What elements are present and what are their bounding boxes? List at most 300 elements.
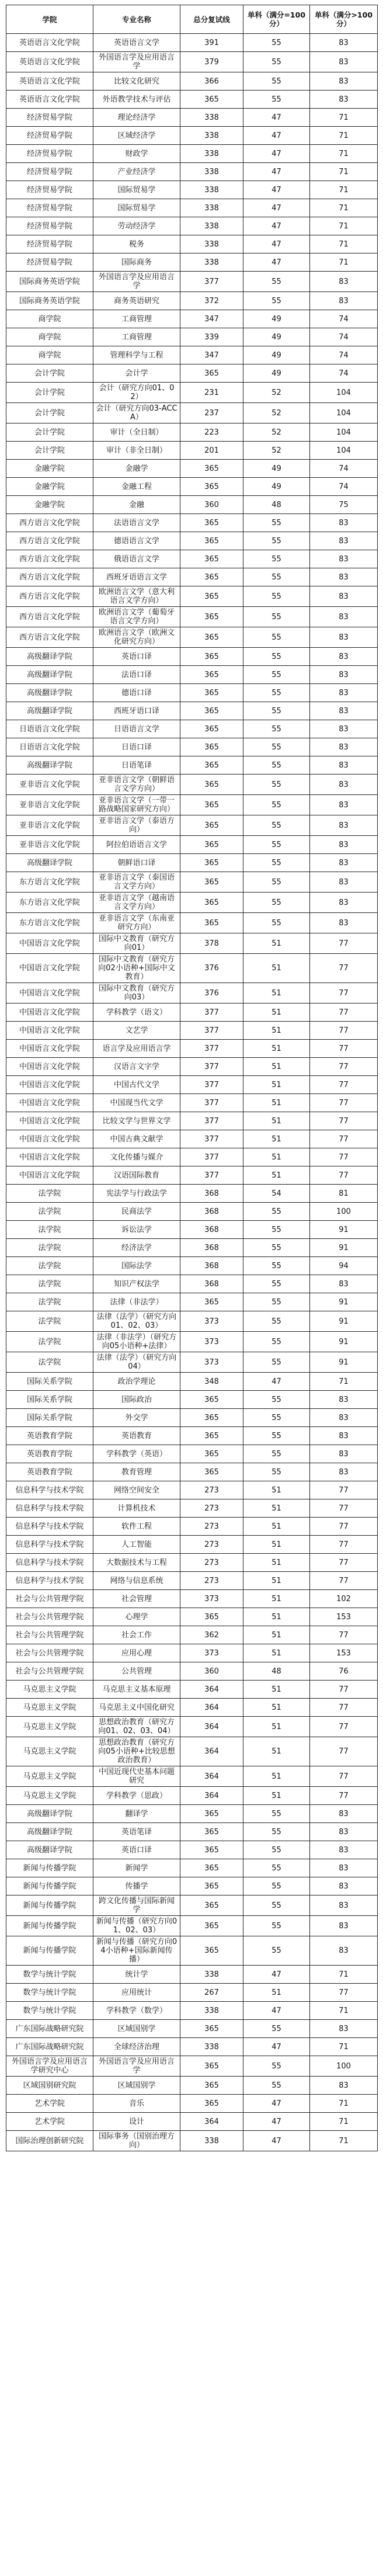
college-cell: 高级翻译学院 xyxy=(6,684,93,702)
single-over-100-cell: 83 xyxy=(310,72,378,91)
college-cell: 西方语言文化学院 xyxy=(6,514,93,532)
college-cell: 区域国别研究院 xyxy=(6,2077,93,2095)
major-cell: 德语语言文学 xyxy=(93,532,180,550)
single-over-100-cell: 77 xyxy=(310,1572,378,1590)
major-cell: 欧洲语言文学（葡萄牙语言文学方向） xyxy=(93,607,180,627)
major-cell: 英语口译 xyxy=(93,648,180,666)
total-score-cell: 379 xyxy=(180,52,243,72)
major-cell: 工商管理 xyxy=(93,328,180,346)
single-over-100-cell: 74 xyxy=(310,478,378,496)
single-100-cell: 51 xyxy=(243,1076,310,1094)
single-over-100-cell: 83 xyxy=(310,795,378,815)
single-over-100-cell: 77 xyxy=(310,1130,378,1148)
college-cell: 信息科学与技术学院 xyxy=(6,1499,93,1518)
major-cell: 国际中文教育（研究方向01） xyxy=(93,933,180,954)
total-score-cell: 365 xyxy=(180,364,243,383)
single-over-100-cell: 83 xyxy=(310,913,378,933)
table-row xyxy=(6,756,378,775)
single-over-100-cell: 83 xyxy=(310,91,378,109)
total-score-cell: 365 xyxy=(180,684,243,702)
single-100-cell: 51 xyxy=(243,1984,310,2002)
college-cell: 数学与统计学院 xyxy=(6,1984,93,2002)
table-row xyxy=(6,893,378,913)
college-cell: 马克思主义学院 xyxy=(6,1787,93,1805)
table-row xyxy=(6,1536,378,1554)
total-score-cell: 231 xyxy=(180,383,243,403)
major-cell: 区域国别学 xyxy=(93,2020,180,2038)
single-100-cell: 51 xyxy=(243,1112,310,1130)
single-over-100-cell: 83 xyxy=(310,872,378,893)
major-cell: 马克思主义中国化研究 xyxy=(93,1699,180,1717)
single-100-cell: 55 xyxy=(243,2020,310,2038)
single-100-cell: 51 xyxy=(243,1608,310,1626)
table-row xyxy=(6,1293,378,1311)
college-cell: 英语语言文化学院 xyxy=(6,91,93,109)
single-100-cell: 51 xyxy=(243,1572,310,1590)
admission-score-table-container xyxy=(6,5,377,2151)
major-cell: 英语教育 xyxy=(93,1427,180,1445)
major-cell: 比较文化研究 xyxy=(93,72,180,91)
total-score-cell: 391 xyxy=(180,34,243,52)
total-score-cell: 376 xyxy=(180,954,243,983)
single-100-cell: 51 xyxy=(243,1167,310,1185)
college-cell: 法学院 xyxy=(6,1257,93,1275)
major-cell: 审计（全日制） xyxy=(93,423,180,442)
single-100-cell: 51 xyxy=(243,1130,310,1148)
major-cell: 应用心理 xyxy=(93,1644,180,1662)
total-score-cell: 365 xyxy=(180,1895,243,1916)
total-score-cell: 373 xyxy=(180,1311,243,1332)
major-cell: 社会工作 xyxy=(93,1626,180,1644)
total-score-cell: 365 xyxy=(180,795,243,815)
table-row xyxy=(6,403,378,423)
college-cell: 新闻与传播学院 xyxy=(6,1877,93,1895)
table-row xyxy=(6,1257,378,1275)
header-single-over-100: 单科（满分>100分） xyxy=(310,5,378,34)
single-100-cell: 51 xyxy=(243,1699,310,1717)
single-100-cell: 51 xyxy=(243,1536,310,1554)
total-score-cell: 338 xyxy=(180,254,243,272)
college-cell: 会计学院 xyxy=(6,403,93,423)
single-over-100-cell: 71 xyxy=(310,1373,378,1391)
total-score-cell: 377 xyxy=(180,272,243,292)
table-row xyxy=(6,2038,378,2056)
major-cell: 外语教学技术与评估 xyxy=(93,91,180,109)
single-over-100-cell: 71 xyxy=(310,163,378,181)
college-cell: 中国语言文化学院 xyxy=(6,1094,93,1112)
single-100-cell: 47 xyxy=(243,2038,310,2056)
major-cell: 劳动经济学 xyxy=(93,217,180,235)
table-row xyxy=(6,532,378,550)
college-cell: 信息科学与技术学院 xyxy=(6,1518,93,1536)
table-row xyxy=(6,1626,378,1644)
table-row xyxy=(6,2095,378,2113)
college-cell: 中国语言文化学院 xyxy=(6,1040,93,1058)
total-score-cell: 237 xyxy=(180,403,243,423)
single-over-100-cell: 83 xyxy=(310,1805,378,1823)
table-row xyxy=(6,235,378,254)
single-over-100-cell: 77 xyxy=(310,1681,378,1699)
single-100-cell: 51 xyxy=(243,1058,310,1076)
college-cell: 国际关系学院 xyxy=(6,1373,93,1391)
single-100-cell: 55 xyxy=(243,34,310,52)
major-cell: 中国古典文献学 xyxy=(93,1130,180,1148)
table-body xyxy=(6,34,378,2151)
single-over-100-cell: 77 xyxy=(310,1499,378,1518)
college-cell: 西方语言文化学院 xyxy=(6,532,93,550)
major-cell: 法语口译 xyxy=(93,666,180,684)
single-100-cell: 55 xyxy=(243,91,310,109)
single-over-100-cell: 83 xyxy=(310,272,378,292)
total-score-cell: 338 xyxy=(180,2038,243,2056)
single-100-cell: 55 xyxy=(243,1293,310,1311)
college-cell: 英语语言文化学院 xyxy=(6,34,93,52)
table-row xyxy=(6,648,378,666)
single-over-100-cell: 83 xyxy=(310,52,378,72)
major-cell: 国际政治 xyxy=(93,1391,180,1409)
table-row xyxy=(6,2020,378,2038)
table-row xyxy=(6,1859,378,1877)
table-row xyxy=(6,272,378,292)
table-row xyxy=(6,1499,378,1518)
major-cell: 管理科学与工程 xyxy=(93,346,180,364)
single-over-100-cell: 91 xyxy=(310,1221,378,1239)
table-row xyxy=(6,1112,378,1130)
college-cell: 中国语言文化学院 xyxy=(6,1022,93,1040)
college-cell: 中国语言文化学院 xyxy=(6,983,93,1004)
single-over-100-cell: 77 xyxy=(310,1536,378,1554)
single-100-cell: 55 xyxy=(243,1203,310,1221)
total-score-cell: 338 xyxy=(180,109,243,127)
single-100-cell: 55 xyxy=(243,1445,310,1463)
table-row xyxy=(6,1481,378,1499)
table-row xyxy=(6,1130,378,1148)
table-row xyxy=(6,91,378,109)
total-score-cell: 377 xyxy=(180,1167,243,1185)
single-over-100-cell: 71 xyxy=(310,2131,378,2151)
total-score-cell: 365 xyxy=(180,550,243,568)
total-score-cell: 273 xyxy=(180,1481,243,1499)
single-100-cell: 55 xyxy=(243,514,310,532)
table-row xyxy=(6,1352,378,1373)
college-cell: 商学院 xyxy=(6,310,93,328)
total-score-cell: 338 xyxy=(180,2131,243,2151)
major-cell: 全球经济治理 xyxy=(93,2038,180,2056)
single-100-cell: 51 xyxy=(243,1040,310,1058)
major-cell: 日语笔译 xyxy=(93,756,180,775)
total-score-cell: 365 xyxy=(180,872,243,893)
college-cell: 信息科学与技术学院 xyxy=(6,1481,93,1499)
table-row xyxy=(6,34,378,52)
admission-score-table xyxy=(6,5,378,2151)
total-score-cell: 377 xyxy=(180,1094,243,1112)
single-100-cell: 55 xyxy=(243,836,310,854)
total-score-cell: 273 xyxy=(180,1572,243,1590)
total-score-cell: 338 xyxy=(180,217,243,235)
total-score-cell: 377 xyxy=(180,1058,243,1076)
total-score-cell: 377 xyxy=(180,1112,243,1130)
single-100-cell: 47 xyxy=(243,163,310,181)
total-score-cell: 365 xyxy=(180,1445,243,1463)
total-score-cell: 339 xyxy=(180,328,243,346)
single-over-100-cell: 104 xyxy=(310,383,378,403)
single-over-100-cell: 83 xyxy=(310,586,378,607)
college-cell: 经济贸易学院 xyxy=(6,199,93,217)
college-cell: 信息科学与技术学院 xyxy=(6,1536,93,1554)
single-over-100-cell: 81 xyxy=(310,1185,378,1203)
major-cell: 金融学 xyxy=(93,460,180,478)
total-score-cell: 365 xyxy=(180,1805,243,1823)
major-cell: 工商管理 xyxy=(93,310,180,328)
single-over-100-cell: 83 xyxy=(310,684,378,702)
single-100-cell: 47 xyxy=(243,181,310,199)
total-score-cell: 373 xyxy=(180,1644,243,1662)
college-cell: 高级翻译学院 xyxy=(6,666,93,684)
table-row xyxy=(6,933,378,954)
single-100-cell: 55 xyxy=(243,1841,310,1859)
single-over-100-cell: 77 xyxy=(310,933,378,954)
total-score-cell: 365 xyxy=(180,893,243,913)
single-over-100-cell: 83 xyxy=(310,514,378,532)
total-score-cell: 273 xyxy=(180,1499,243,1518)
total-score-cell: 365 xyxy=(180,2095,243,2113)
single-100-cell: 55 xyxy=(243,872,310,893)
major-cell: 法律（非法学）（研究方向05小语种+法律） xyxy=(93,1332,180,1352)
table-row xyxy=(6,1662,378,1681)
college-cell: 高级翻译学院 xyxy=(6,1823,93,1841)
single-over-100-cell: 100 xyxy=(310,1203,378,1221)
single-100-cell: 51 xyxy=(243,1499,310,1518)
table-row xyxy=(6,2056,378,2077)
single-100-cell: 51 xyxy=(243,1787,310,1805)
table-row xyxy=(6,145,378,163)
total-score-cell: 223 xyxy=(180,423,243,442)
single-over-100-cell: 91 xyxy=(310,1239,378,1257)
college-cell: 社会与公共管理学院 xyxy=(6,1662,93,1681)
college-cell: 社会与公共管理学院 xyxy=(6,1626,93,1644)
single-100-cell: 55 xyxy=(243,568,310,586)
college-cell: 高级翻译学院 xyxy=(6,648,93,666)
total-score-cell: 273 xyxy=(180,1536,243,1554)
single-over-100-cell: 83 xyxy=(310,1841,378,1859)
single-over-100-cell: 71 xyxy=(310,2095,378,2113)
college-cell: 外国语言学及应用语言学研究中心 xyxy=(6,2056,93,2077)
table-row xyxy=(6,702,378,720)
college-cell: 英语语言文化学院 xyxy=(6,72,93,91)
table-row xyxy=(6,52,378,72)
single-100-cell: 51 xyxy=(243,983,310,1004)
single-100-cell: 55 xyxy=(243,756,310,775)
college-cell: 经济贸易学院 xyxy=(6,127,93,145)
table-row xyxy=(6,1275,378,1293)
major-cell: 大数据技术与工程 xyxy=(93,1554,180,1572)
single-over-100-cell: 71 xyxy=(310,181,378,199)
college-cell: 西方语言文化学院 xyxy=(6,607,93,627)
table-row xyxy=(6,72,378,91)
college-cell: 社会与公共管理学院 xyxy=(6,1608,93,1626)
table-row xyxy=(6,720,378,738)
total-score-cell: 364 xyxy=(180,1766,243,1787)
single-over-100-cell: 83 xyxy=(310,1823,378,1841)
table-row xyxy=(6,1984,378,2002)
single-over-100-cell: 71 xyxy=(310,145,378,163)
major-cell: 学科教学（语文） xyxy=(93,1004,180,1022)
table-row xyxy=(6,738,378,756)
major-cell: 外国语言学及应用语言学 xyxy=(93,272,180,292)
single-over-100-cell: 71 xyxy=(310,235,378,254)
total-score-cell: 365 xyxy=(180,775,243,795)
single-over-100-cell: 83 xyxy=(310,1445,378,1463)
total-score-cell: 365 xyxy=(180,607,243,627)
single-over-100-cell: 83 xyxy=(310,1463,378,1481)
major-cell: 汉语国际教育 xyxy=(93,1167,180,1185)
single-over-100-cell: 74 xyxy=(310,460,378,478)
total-score-cell: 377 xyxy=(180,1076,243,1094)
single-over-100-cell: 83 xyxy=(310,607,378,627)
major-cell: 亚非语言文学（泰语方向） xyxy=(93,815,180,836)
table-row xyxy=(6,1805,378,1823)
single-100-cell: 51 xyxy=(243,933,310,954)
table-row xyxy=(6,478,378,496)
major-cell: 审计（非全日制） xyxy=(93,442,180,460)
total-score-cell: 368 xyxy=(180,1257,243,1275)
college-cell: 会计学院 xyxy=(6,442,93,460)
single-over-100-cell: 75 xyxy=(310,496,378,514)
single-over-100-cell: 77 xyxy=(310,1984,378,2002)
table-row xyxy=(6,913,378,933)
total-score-cell: 365 xyxy=(180,702,243,720)
total-score-cell: 365 xyxy=(180,1916,243,1936)
single-over-100-cell: 77 xyxy=(310,1076,378,1094)
single-100-cell: 51 xyxy=(243,1626,310,1644)
table-row xyxy=(6,872,378,893)
single-over-100-cell: 102 xyxy=(310,1590,378,1608)
single-over-100-cell: 83 xyxy=(310,1859,378,1877)
table-row xyxy=(6,1040,378,1058)
table-row xyxy=(6,1936,378,1966)
college-cell: 信息科学与技术学院 xyxy=(6,1554,93,1572)
college-cell: 西方语言文化学院 xyxy=(6,627,93,648)
single-over-100-cell: 83 xyxy=(310,836,378,854)
major-cell: 法语语言文学 xyxy=(93,514,180,532)
college-cell: 高级翻译学院 xyxy=(6,756,93,775)
single-100-cell: 55 xyxy=(243,1409,310,1427)
table-row xyxy=(6,1916,378,1936)
table-row xyxy=(6,1167,378,1185)
major-cell: 知识产权法学 xyxy=(93,1275,180,1293)
table-row xyxy=(6,1877,378,1895)
single-100-cell: 47 xyxy=(243,127,310,145)
table-row xyxy=(6,795,378,815)
college-cell: 西方语言文化学院 xyxy=(6,586,93,607)
table-header-row xyxy=(6,5,378,34)
major-cell: 语言学及应用语言学 xyxy=(93,1040,180,1058)
major-cell: 区域经济学 xyxy=(93,127,180,145)
total-score-cell: 365 xyxy=(180,1463,243,1481)
table-row xyxy=(6,254,378,272)
single-over-100-cell: 77 xyxy=(310,1058,378,1076)
single-over-100-cell: 83 xyxy=(310,1427,378,1445)
college-cell: 中国语言文化学院 xyxy=(6,1058,93,1076)
total-score-cell: 364 xyxy=(180,1717,243,1737)
table-row xyxy=(6,423,378,442)
major-cell: 会计（研究方向03-ACCA） xyxy=(93,403,180,423)
college-cell: 法学院 xyxy=(6,1275,93,1293)
single-100-cell: 55 xyxy=(243,1877,310,1895)
single-100-cell: 55 xyxy=(243,684,310,702)
single-over-100-cell: 83 xyxy=(310,1916,378,1936)
table-row xyxy=(6,2077,378,2095)
table-row xyxy=(6,684,378,702)
college-cell: 中国语言文化学院 xyxy=(6,1148,93,1167)
table-row xyxy=(6,1737,378,1766)
single-100-cell: 47 xyxy=(243,109,310,127)
single-100-cell: 47 xyxy=(243,2113,310,2131)
major-cell: 国际贸易学 xyxy=(93,199,180,217)
single-100-cell: 51 xyxy=(243,1590,310,1608)
table-row xyxy=(6,1717,378,1737)
single-100-cell: 52 xyxy=(243,383,310,403)
single-over-100-cell: 77 xyxy=(310,954,378,983)
college-cell: 法学院 xyxy=(6,1203,93,1221)
major-cell: 学科教学（思政） xyxy=(93,1787,180,1805)
single-over-100-cell: 91 xyxy=(310,1293,378,1311)
single-100-cell: 55 xyxy=(243,627,310,648)
total-score-cell: 373 xyxy=(180,1332,243,1352)
single-100-cell: 49 xyxy=(243,328,310,346)
college-cell: 经济贸易学院 xyxy=(6,163,93,181)
single-100-cell: 55 xyxy=(243,702,310,720)
college-cell: 金融学院 xyxy=(6,478,93,496)
single-over-100-cell: 83 xyxy=(310,720,378,738)
college-cell: 经济贸易学院 xyxy=(6,235,93,254)
table-row xyxy=(6,163,378,181)
single-100-cell: 55 xyxy=(243,1823,310,1841)
major-cell: 欧洲语言文学（意大利语言文学方向） xyxy=(93,586,180,607)
total-score-cell: 373 xyxy=(180,1590,243,1608)
single-100-cell: 55 xyxy=(243,1391,310,1409)
major-cell: 诉讼法学 xyxy=(93,1221,180,1239)
major-cell: 外交学 xyxy=(93,1409,180,1427)
total-score-cell: 338 xyxy=(180,1966,243,1984)
total-score-cell: 365 xyxy=(180,91,243,109)
college-cell: 新闻与传播学院 xyxy=(6,1895,93,1916)
college-cell: 新闻与传播学院 xyxy=(6,1916,93,1936)
single-100-cell: 51 xyxy=(243,1737,310,1766)
table-row xyxy=(6,496,378,514)
college-cell: 高级翻译学院 xyxy=(6,702,93,720)
table-row xyxy=(6,1608,378,1626)
table-row xyxy=(6,1076,378,1094)
major-cell: 马克思主义基本原理 xyxy=(93,1681,180,1699)
college-cell: 社会与公共管理学院 xyxy=(6,1644,93,1662)
table-row xyxy=(6,1644,378,1662)
single-100-cell: 55 xyxy=(243,292,310,310)
single-100-cell: 51 xyxy=(243,1094,310,1112)
table-row xyxy=(6,1022,378,1040)
table-row xyxy=(6,2131,378,2151)
total-score-cell: 360 xyxy=(180,1662,243,1681)
major-cell: 学科教学（数学） xyxy=(93,2002,180,2020)
single-100-cell: 55 xyxy=(243,648,310,666)
total-score-cell: 362 xyxy=(180,1626,243,1644)
single-100-cell: 47 xyxy=(243,235,310,254)
college-cell: 经济贸易学院 xyxy=(6,145,93,163)
total-score-cell: 365 xyxy=(180,1936,243,1966)
college-cell: 英语教育学院 xyxy=(6,1463,93,1481)
single-over-100-cell: 91 xyxy=(310,1332,378,1352)
table-row xyxy=(6,442,378,460)
